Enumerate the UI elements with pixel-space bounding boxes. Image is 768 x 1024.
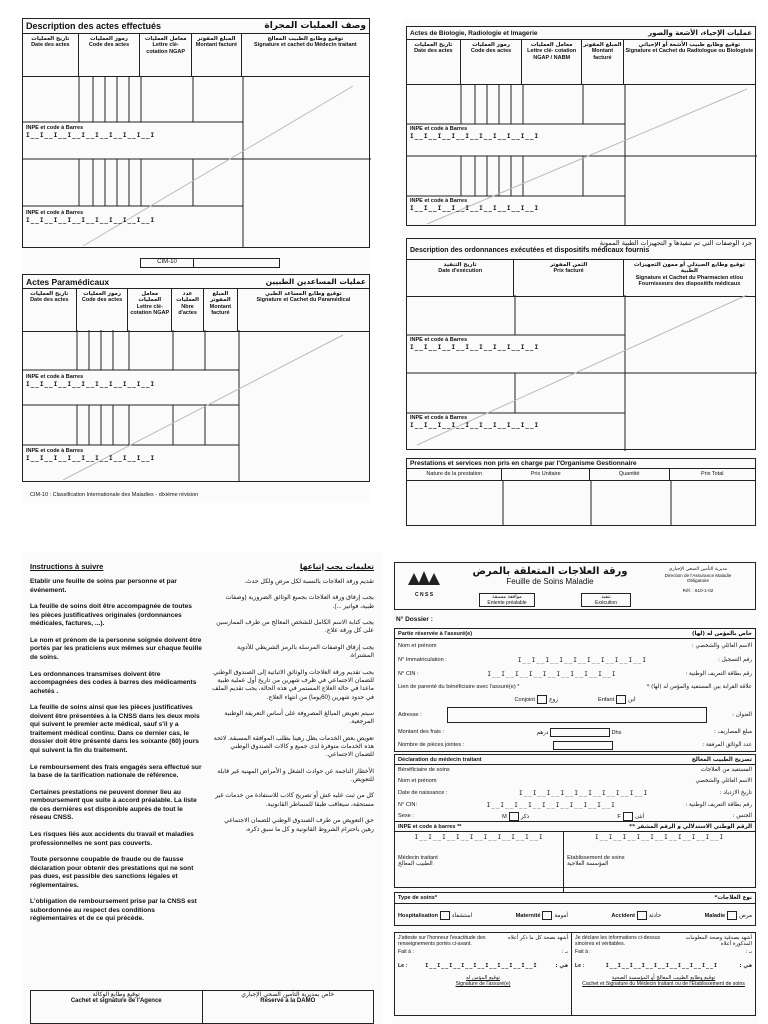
- actes-section: [22, 18, 370, 248]
- instr-p6: Le remboursement des frais engagés sera effectué sur la base de la tarification nationale de référence.: [30, 763, 202, 780]
- instr-ar-p10: حق التعويض من طرف الصندوق الوطني للضمان الاجتماعي رهين باحترام الشروط القانونية و كل ما سبق ذكره.: [224, 817, 374, 833]
- benef-title: Bénéficiaire de soins المستفيد من العلاجات: [398, 767, 752, 773]
- montant-row: Montant des frais : درهم Dhs مبلغ المصاريف :: [398, 729, 752, 736]
- benef-naiss-row[interactable]: Date de naissance : I__I__I__I__I__I__I__I__I__I تاريخ الازدياد :: [398, 789, 752, 797]
- hosp-checkbox[interactable]: [440, 911, 450, 920]
- instr-title-ar: تعليمات يجب إتباعها: [299, 562, 374, 571]
- instr-p4: Les ordonnances transmises doivent être accompagnées des codes à barres des médicaments achetés .: [30, 670, 197, 695]
- page-feuille-soins: [392, 560, 758, 1024]
- signatures-section: [394, 932, 756, 1016]
- ordo-header-row: [407, 260, 755, 297]
- prest-section: [406, 458, 756, 526]
- para-title-bar: [23, 275, 369, 289]
- actes-header-montant: المبلغ المفوتر Montant facturé: [192, 34, 242, 76]
- instr-ar-p4: يجب إرفاق الوصفات المرسلة بالرمز الشريطي للأدوية المشتراة.: [237, 643, 374, 660]
- para-inpe-1: INPE et code à Barres I__I__I__I__I__I__I__I__I__I: [26, 374, 156, 389]
- instr-ar-p6: سيتم تعويض المبالغ المصروفة على أساس التعريفة الوطنية المرجعية.: [224, 709, 374, 726]
- para-header-row: [23, 289, 369, 332]
- fs-title: [455, 566, 645, 586]
- ordo-title-fr: Description des ordonnances exécutées et dispositifs médicaux fournis: [410, 247, 650, 254]
- mat-checkbox[interactable]: [542, 911, 552, 920]
- para-inpe-2: INPE et code à Barres I__I__I__I__I__I__I__I__I__I: [26, 448, 156, 463]
- fs-title-ar: ورقة العلاجات المتعلقة بالمرض: [472, 566, 628, 577]
- cim-box: [140, 258, 280, 268]
- inpe-title: INPE et code à barres ** الرقم الوطني الاستدلالي و الرقم المشفر **: [395, 821, 755, 832]
- prest-title: Prestations et services non pris en charge par l'Organisme Gestionnaire: [407, 459, 755, 469]
- sexe-f-option[interactable]: F أنثى: [617, 813, 645, 820]
- agency-box: [30, 990, 374, 1024]
- ordo-section: [406, 238, 756, 450]
- bio-title-bar: [407, 27, 755, 40]
- montant-field[interactable]: [550, 728, 610, 737]
- assure-section: [394, 628, 756, 752]
- acc-checkbox[interactable]: [637, 911, 647, 920]
- execution-box: تنفيذ Exécution: [581, 593, 631, 607]
- instr-ar-p7: تعويض بعض الخدمات يظل رهينا بطلب الموافقة المسبقة. لائحة هذه الخدمات متوفرة لدى جميع و كالات الصندوق الوطني للضمان الاجتماعي.: [213, 734, 374, 759]
- para-header-date: تاريخ العمليات Date des actes: [23, 289, 77, 331]
- para-title-fr: Actes Paramédicaux: [26, 276, 110, 287]
- para-header-montant: المبلغ المفوتر Montant facturé: [204, 289, 238, 331]
- adresse-row: Adresse : العنوان :: [395, 705, 755, 725]
- prest-header-pu: Prix Unitaire: [502, 469, 590, 480]
- actes-header-lettre: معامل العمليات Lettre clé- cotation NGAP: [140, 34, 192, 76]
- dossier-label: N° Dossier :: [396, 616, 433, 623]
- bio-inpe-1: INPE et code à Barres I__I__I__I__I__I__I__I__I__I: [410, 126, 540, 141]
- bio-header-code: رموز العمليات Code des actes: [461, 40, 523, 84]
- instr-ar-p5: يجب تقديم ورقة العلاجات والوثائق الاثباتية إلى الصندوق الوطني للضمان الاجتماعي في ظرف شهرين من تاريخ أول عملية طبية ماعدا في حالة العلاج المستمر في هذه الحالة، يجب تقديم الملف في حدود شهرين (60يوما) من انتهاء العلاج.: [212, 668, 374, 701]
- pieces-row: Nombre de pièces jointes : عدد الوثائق المرفقة :: [398, 742, 752, 748]
- instr-ar-p1: تقديم ورقة العلاجات بالنسبة لكل مرض ولكل حدث.: [244, 578, 374, 585]
- para-section: [22, 274, 370, 482]
- medecin-section: [394, 754, 756, 888]
- prest-header-total: Prix Total: [700, 471, 724, 477]
- benef-nom-row[interactable]: Nom et prénom الاسم العائلي والشخصي: [398, 778, 752, 784]
- parente-row: [395, 693, 755, 705]
- para-title-ar: عمليات المساعدين الطبيين: [265, 277, 366, 286]
- assure-nom-row[interactable]: Nom et prénom الاسم العائلي والشخصي :: [398, 643, 752, 649]
- immat-dashes: I__I__I__I__I__I__I__I__I__I: [517, 656, 647, 664]
- actes-title-bar: [23, 19, 369, 34]
- actes-header-date: تاريخ العمليات Date des actes: [23, 34, 79, 76]
- page-biologie: [402, 20, 758, 530]
- sexe-m-checkbox[interactable]: [509, 812, 519, 821]
- bio-header-signature: توقيع وطابع طبيب الأشعة أو الإحيائي Signature et Cachet du Radiologue ou Biologiste: [625, 42, 754, 55]
- instr-ar-p8: الأخطار الناجمة عن حوادث الشغل و الأمراض المهنية غير قابلة للتعويض.: [217, 767, 374, 784]
- bio-header-date: تاريخ العمليات Date des actes: [407, 40, 461, 84]
- sexe-row: Sexe : M ذكر F أنثى الجنس :: [398, 813, 752, 820]
- type-soins-section: [394, 892, 756, 926]
- pieces-field[interactable]: [553, 741, 613, 750]
- medecin-sign-cell[interactable]: Je déclare les informations ci-dessus sincères et véritables. أشهد بصدقية وصحة المعلومات المذكورة أعلاه Fait à : بـ : Le : I__I__I__I__I__I__I__I__I__I في : توقيع وطابع الطبيب المعالج أو المؤسسة الصحية Cachet et Signature du Médecin traitant ou de l'Etablissement de soins: [575, 935, 752, 987]
- instr-p5: La feuille de soins ainsi que les pièces justificatives doivent être présentées à la CNSS dans les deux mois qui suivent le premier acte médical, sauf s'il y a traitement médical continu. Dans ce dernier cas, le dossier doit être présenté dans les soixante (60) jours qui suivent la fin du traitement.: [30, 704, 200, 754]
- cnss-logo-icon: [404, 567, 444, 587]
- instr-ar-p2: يجب إرفاق ورقة العلاجات بجميع الوثائق الضرورية (وصفات طبية، فواتير ...).: [225, 594, 374, 610]
- direction-block: مديرية التأمين الصحي الإجباري Direction de l'Assurance Maladie Obligatoire Réf. : 610-1-02: [664, 567, 732, 594]
- damo-cell: خاص بمديرية التأمين الصحي الإجباري Réservé à la DAMO: [241, 991, 335, 1004]
- lien-row: Lien de parenté du bénéficiaire avec l'assuré(e) * علاقة القرابة بين المستفيد والمؤمن له (لها) *: [398, 684, 752, 690]
- ordo-header-prix: الثمن المفوتر Prix facturé: [514, 260, 623, 296]
- type-mat-option[interactable]: Maternité أمومة: [515, 912, 568, 919]
- instr-title-row: [30, 562, 374, 571]
- ordo-title-ar: جرد الوصفات التي تم تنفيذها و التجهيزات الطبية الممونة: [599, 239, 752, 247]
- bio-header-lettre: معامل العمليات Lettre clé- cotation NGAP / NABM: [522, 40, 582, 84]
- actes-header-row: [23, 34, 369, 77]
- actes-inpe-2: INPE et code à Barres I__I__I__I__I__I__I__I__I__I: [26, 210, 156, 225]
- bio-header-montant: المبلغ المفوتر Montant facturé: [582, 40, 624, 84]
- cnss-label: C N S S: [414, 592, 434, 598]
- para-header-lettre: معامل العمليات Lettre clé- cotation NGAP: [128, 289, 172, 331]
- assure-title: Partie réservée à l'assuré(e) خاص بالمؤمن له (لها): [395, 629, 755, 639]
- type-hosp-option[interactable]: Hospitalisation استشفاء: [398, 912, 473, 919]
- actes-title-ar: وصف العمليات المجراة: [264, 21, 366, 31]
- instr-ar-p3: يجب كتابة الاسم الكامل للشخص المعالج من طرف الممارسين على كل ورقة علاج.: [216, 619, 374, 635]
- medecin-cell[interactable]: I__I__I__I__I__I__I__I__I__I Médecin traitant الطبيب المعالج: [395, 832, 564, 892]
- type-options-row: [395, 904, 755, 926]
- ordo-header-signature: توقيع وطابع الصيدلي أو ممون التجهيزات الطبية Signature et Cachet du Pharmacien et/ou Fournisseurs des dispositifs médicaux: [633, 262, 745, 287]
- instr-p10: L'obligation de remboursement prise par la CNSS est subordonnée au respect des conditions réglementaires et de ce qui précède.: [30, 898, 197, 923]
- sexe-m-option[interactable]: M ذكر: [502, 813, 530, 820]
- para-header-nbre: عدد العمليات Nbre d'actes: [172, 289, 204, 331]
- instr-col-fr: [30, 578, 202, 932]
- instr-p2: La feuille de soins doit être accompagnée de toutes les pièces justificatives originales (ordonnances médicales, factures, ...).: [30, 603, 192, 628]
- fs-title-fr: Feuille de Soins Maladie: [506, 577, 594, 586]
- para-header-signature: توقيع وطابع المساعد الطبي Signature et Cachet du Paramédical: [256, 291, 351, 304]
- conjoint-option[interactable]: Conjoint زوج: [514, 696, 558, 703]
- assure-cin-row[interactable]: N° CIN : I__I__I__I__I__I__I__I__I__I رقم بطاقة التعريف الوطنية :: [398, 670, 752, 678]
- decl-title: Déclaration du médecin traitant تصريح الطبيب المعالج: [395, 755, 755, 765]
- assure-sign-cell[interactable]: J'atteste sur l'honneur l'exactitude des renseignements portés ci-avant. أشهد بصحة كل ما ذكر أعلاه Fait à : بـ : Le : I__I__I__I__I__I__I__I__I__I في : توقيع المؤمن له Signature de l'assuré(e): [395, 933, 572, 1015]
- ordo-header-date: تاريخ التنفيذ Date d'exécution: [407, 260, 514, 296]
- sexe-f-checkbox[interactable]: [623, 812, 633, 821]
- type-mal-option[interactable]: Maladie مرض: [704, 912, 752, 919]
- mal-checkbox[interactable]: [727, 911, 737, 920]
- cim-label: CIM-10: [141, 259, 194, 267]
- instr-p3: Le nom et prénom de la personne soignée doivent être portés par les praticiens eux mêmes sur chaque feuille de soins.: [30, 636, 202, 661]
- cnss-logo: [401, 567, 447, 598]
- bio-title-ar: عمليات الإحياء، الأشعة والصور: [648, 29, 752, 37]
- actes-header-signature: توقيع وطابع الطبيب المعالج Signature et cachet du Médecin traitant: [254, 36, 357, 49]
- adresse-field[interactable]: [447, 707, 707, 723]
- inpe-grid: [395, 832, 755, 892]
- page-actes-effectues: [22, 18, 370, 503]
- conjoint-checkbox[interactable]: [537, 695, 547, 704]
- bio-inpe-2: INPE et code à Barres I__I__I__I__I__I__I__I__I__I: [410, 198, 540, 213]
- cim-footnote: CIM-10 : Classification Internationale des Maladies - dixième révision: [30, 492, 199, 498]
- prest-grid: [407, 481, 757, 525]
- benef-cin-row[interactable]: N° CIN: I__I__I__I__I__I__I__I__I__I رقم بطاقة التعريف الوطنية :: [398, 801, 752, 809]
- entente-box: موافقة مسبقة Entente préalable: [479, 593, 535, 607]
- ordo-inpe-1: INPE et code à Barres I__I__I__I__I__I__I__I__I__I: [410, 337, 540, 352]
- prest-header-row: [407, 469, 755, 481]
- bio-header-row: [407, 40, 755, 85]
- agency-cell: توقيع وطابع الوكالة Cachet et signature de l'Agence: [31, 991, 203, 1023]
- type-acc-option[interactable]: Accident حادثة: [611, 912, 662, 919]
- prest-header-nature: Nature de la prestation: [407, 469, 502, 480]
- fs-header: [394, 562, 756, 610]
- instr-p1: Etablir une feuille de soins par personne et par événement.: [30, 578, 177, 594]
- page-instructions: [22, 552, 382, 1024]
- cin-dashes: I__I__I__I__I__I__I__I__I__I: [487, 670, 617, 678]
- actes-header-code: رموز العمليات Code des actes: [79, 34, 141, 76]
- enfant-checkbox[interactable]: [616, 695, 626, 704]
- bio-section: [406, 26, 756, 226]
- etab-cell[interactable]: I__I__I__I__I__I__I__I__I__I Etablissement de soins المؤسسة العلاجية: [567, 834, 725, 867]
- instr-title-fr: Instructions à suivre: [30, 562, 104, 571]
- assure-immat-row[interactable]: N° Immatriculation : I__I__I__I__I__I__I__I__I__I رقم التسجيل :: [398, 656, 752, 664]
- instr-p9: Toute personne coupable de fraude ou de fausse déclaration pour obtenir des prestations qui ne sont pas dues, est passible des sanctions légales et réglementaires.: [30, 856, 194, 889]
- instr-col-ar: [212, 578, 374, 842]
- enfant-option[interactable]: Enfant ابن: [597, 696, 636, 703]
- ordo-inpe-2: INPE et code à Barres I__I__I__I__I__I__I__I__I__I: [410, 415, 540, 430]
- actes-title-fr: Description des actes effectués: [26, 21, 162, 31]
- ordo-title-bar: [407, 239, 755, 260]
- para-header-code: رموز العمليات Code des actes: [77, 289, 129, 331]
- actes-inpe-1: INPE et code à Barres I__I__I__I__I__I__I__I__I__I: [26, 125, 156, 140]
- instr-p8: Les risques liés aux accidents du travail et maladies professionnelles ne sont pas couverts.: [30, 830, 194, 847]
- type-title: Type de soins* نوع العلاجات*: [395, 893, 755, 904]
- instr-p7: Certaines prestations ne peuvent donner lieu au remboursement que suite à accord préalable. La liste de ces dernières est disponible auprès de tout le réseau CNSS.: [30, 788, 197, 822]
- bio-title-fr: Actes de Biologie, Radiologie et Imagerie: [410, 29, 538, 37]
- prest-header-qte: Quantité: [590, 469, 670, 480]
- instr-ar-p9: كل من ثبت عليه غش أو تصريح كاذب للاستفادة من خدمات غير مستحقة، سيعاقب طبقا للمساطر القانونية.: [215, 792, 374, 808]
